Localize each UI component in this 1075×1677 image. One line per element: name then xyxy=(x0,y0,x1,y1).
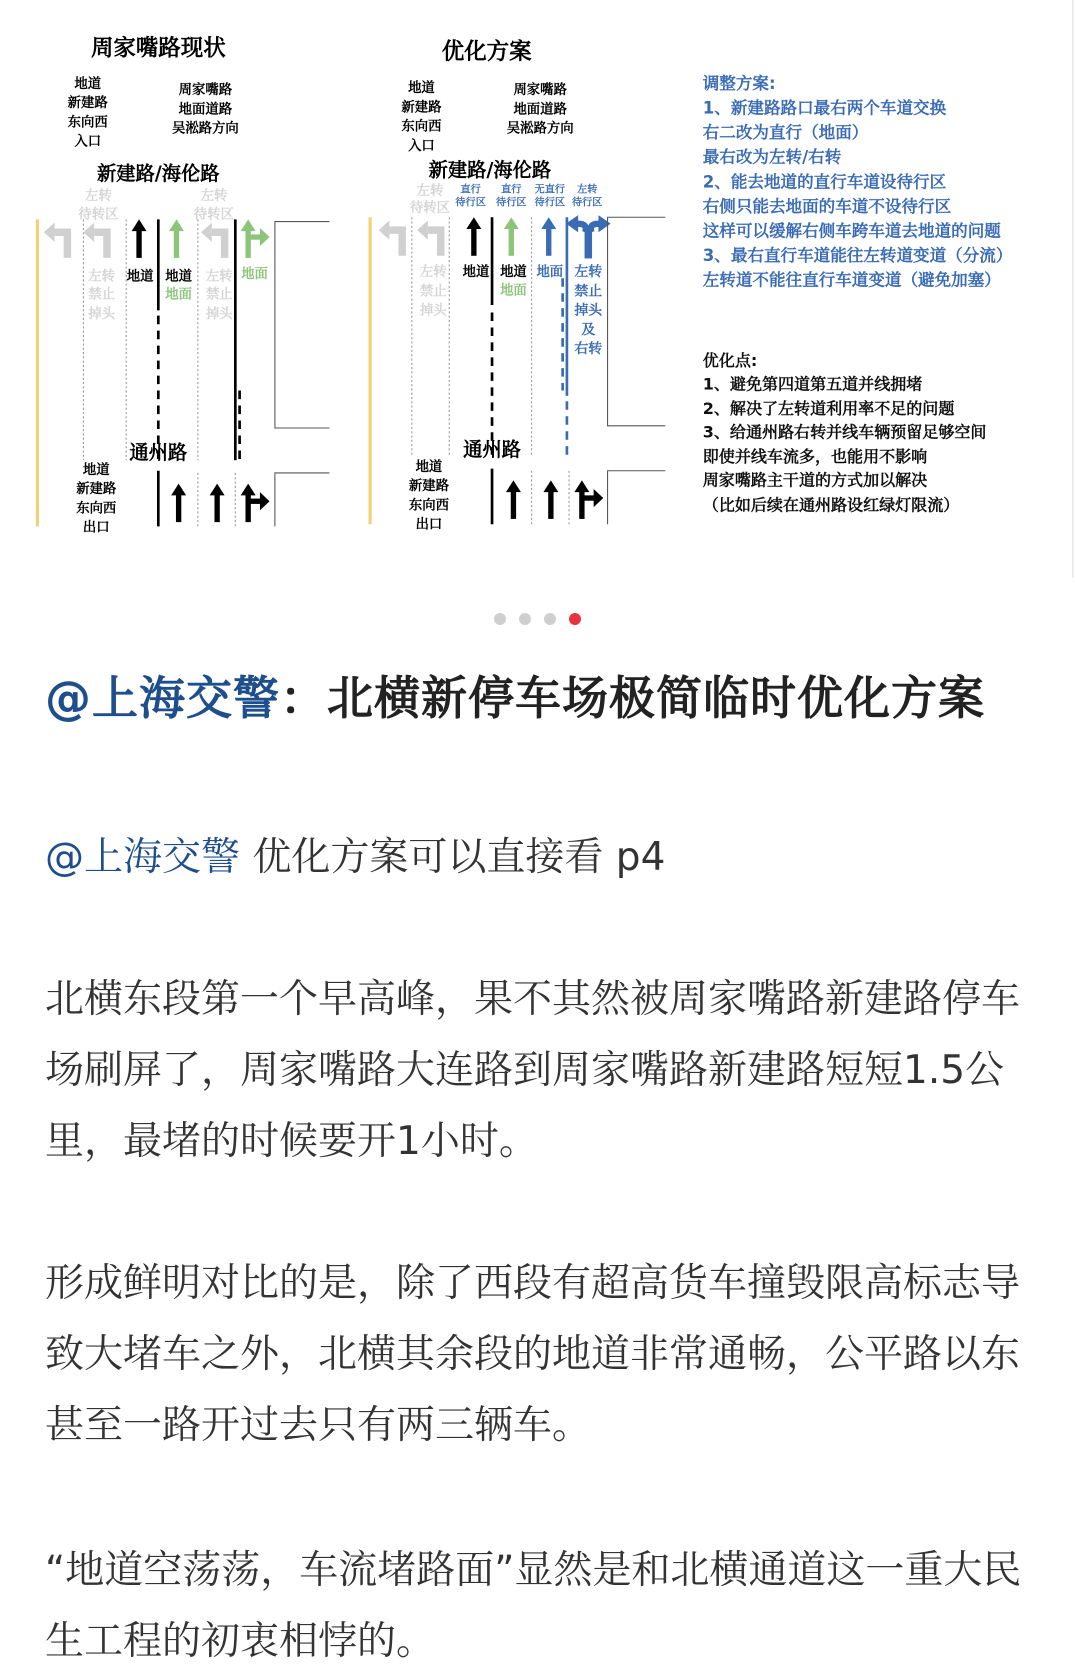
note-line: 右二改为直行（地面） xyxy=(702,123,869,143)
note-line: 周家嘴路主干道的方式加以解决 xyxy=(702,470,928,490)
right-lane-label: 禁止 xyxy=(574,283,603,300)
wait-area-label: 直行 xyxy=(501,184,522,196)
adjust-plan-notes xyxy=(703,73,1013,290)
no-uturn-label: 禁止 xyxy=(205,287,233,303)
subtitle-text: 优化方案可以直接看 p4 xyxy=(240,835,666,880)
note-line: 这样可以缓解右侧车跨车道去地道的问题 xyxy=(702,221,1001,241)
straight-right-arrow-icon xyxy=(241,484,270,523)
entry-label: 东向西 xyxy=(401,119,442,135)
exit-label: 地道 xyxy=(82,462,110,478)
exit-label: 东向西 xyxy=(76,501,117,517)
cross-street-top: 新建路/海伦路 xyxy=(428,158,552,182)
wait-area-label: 无直行 xyxy=(534,184,566,196)
optimized-title: 优化方案 xyxy=(441,38,532,65)
lane-label: 地道 xyxy=(165,269,192,285)
note-line: 3、最右直行车道能往左转道变道（分流） xyxy=(702,246,1013,266)
page-dot[interactable] xyxy=(494,613,506,625)
direction-label: 吴淞路方向 xyxy=(171,121,239,137)
exit-label: 东向西 xyxy=(408,498,449,514)
straight-arrow-icon xyxy=(541,217,556,256)
lane-diagram xyxy=(0,0,1075,580)
title-text: ：北横新停车场极简临时优化方案 xyxy=(280,671,985,725)
entry-label: 入口 xyxy=(74,134,102,150)
note-line: 最右改为左转/右转 xyxy=(702,147,842,167)
no-uturn-label: 左转 xyxy=(205,269,233,285)
lane-label: 地道 xyxy=(462,265,490,281)
wait-area-label: 待行区 xyxy=(534,197,566,209)
entry-label: 入口 xyxy=(408,138,435,154)
note-line: 2、能去地道的直行车道设待行区 xyxy=(702,172,947,192)
entry-label: 东向西 xyxy=(67,115,108,131)
right-lane-label: 掉头 xyxy=(574,302,603,319)
cross-street-bottom: 通州路 xyxy=(463,437,521,461)
page-dot[interactable] xyxy=(519,613,531,625)
left-right-turn-arrow-icon xyxy=(567,216,610,258)
no-uturn-label: 禁止 xyxy=(88,287,115,303)
note-line: 2、解决了左转道利用率不足的问题 xyxy=(702,399,955,419)
right-lane-label: 及 xyxy=(581,321,596,338)
page-dot-active[interactable] xyxy=(569,613,581,625)
straight-arrow-icon xyxy=(466,217,558,519)
cross-street-top: 新建路/海伦路 xyxy=(97,161,220,185)
right-lane-label: 左转 xyxy=(574,264,603,281)
note-line: （比如后续在通州路设红绿灯限流） xyxy=(702,495,960,515)
no-uturn-label: 掉头 xyxy=(205,306,233,322)
entry-label: 地道 xyxy=(74,76,102,92)
cross-street-bottom: 通州路 xyxy=(129,441,188,465)
wait-area-label: 待行区 xyxy=(572,197,603,209)
paragraph: 北横东段第一个早高峰，果不其然被周家嘴路新建路停车场刷屏了，周家嘴路大连路到周家嘴路新建路短短1.5公里，最堵的时候要开1小时。 xyxy=(45,977,1021,1164)
wait-zone-label: 左转 xyxy=(85,189,112,205)
paragraph: 形成鲜明对比的是，除了西段有超高货车撞毁限高标志导致大堵车之外，北横其余段的地道非常通畅，公平路以东甚至一路开过去只有两三辆车。 xyxy=(45,1261,1021,1448)
lane-label: 地面 xyxy=(165,287,192,303)
current-layout-diagram xyxy=(37,35,329,536)
straight-arrow-icon xyxy=(169,219,270,258)
mention-link[interactable]: @上海交警 xyxy=(45,835,241,880)
image-carousel[interactable] xyxy=(0,0,1075,580)
optimized-layout-diagram xyxy=(370,38,665,533)
wait-zone-label: 待转区 xyxy=(193,207,234,223)
no-uturn-label: 禁止 xyxy=(419,284,447,300)
straight-right-arrow-icon xyxy=(574,480,603,519)
lane-label: 地面 xyxy=(241,267,268,283)
wait-zone-label: 左转 xyxy=(416,183,444,199)
note-line: 3、给通州路右转并线车辆预留足够空间 xyxy=(702,422,987,442)
lane-label: 地面 xyxy=(536,265,564,281)
note-line: 即使并线车流多，也能用不影响 xyxy=(702,447,928,467)
mention-link[interactable]: @上海交警 xyxy=(45,671,280,725)
lane-label: 地道 xyxy=(500,265,527,281)
carousel-pagination[interactable] xyxy=(0,613,1075,625)
note-line: 优化点: xyxy=(702,350,758,370)
lane-label: 地面 xyxy=(500,283,527,299)
exit-label: 新建路 xyxy=(408,479,449,495)
right-lane-label: 右转 xyxy=(574,341,603,358)
lane-label: 地道 xyxy=(126,269,154,285)
wait-area-label: 左转 xyxy=(577,184,598,196)
note-line: 1、避免第四道第五道并线拥堵 xyxy=(702,374,923,394)
paragraph: “地道空荡荡，车流堵路面”显然是和北横通道这一重大民生工程的初衷相悖的。 xyxy=(45,1548,1022,1664)
entry-label: 新建路 xyxy=(401,100,442,116)
exit-label: 新建路 xyxy=(76,482,117,498)
exit-label: 地道 xyxy=(415,459,443,475)
wait-zone-label: 待转区 xyxy=(78,207,119,223)
note-line: 左转道不能往直行车道变道（避免加塞） xyxy=(702,270,1001,290)
benefit-notes xyxy=(703,351,987,514)
no-uturn-label: 左转 xyxy=(419,265,447,281)
no-uturn-label: 左转 xyxy=(88,269,115,285)
direction-label: 周家嘴路 xyxy=(178,83,233,99)
direction-label: 地面道路 xyxy=(513,102,567,118)
exit-label: 出口 xyxy=(82,520,110,536)
exit-label: 出口 xyxy=(415,517,443,533)
note-line: 右侧只能去地面的车道不设待行区 xyxy=(702,196,952,216)
direction-label: 吴淞路方向 xyxy=(506,121,574,137)
direction-label: 周家嘴路 xyxy=(513,83,567,99)
wait-zone-label: 待转区 xyxy=(409,200,451,216)
note-line: 调整方案: xyxy=(702,73,776,93)
wait-area-label: 待行区 xyxy=(455,197,486,209)
wait-area-label: 待行区 xyxy=(496,197,527,209)
left-turn-arrow-icon xyxy=(379,220,441,255)
entry-label: 新建路 xyxy=(67,96,108,112)
direction-label: 地面道路 xyxy=(178,102,233,118)
post-subtitle xyxy=(45,830,665,886)
entry-label: 地道 xyxy=(408,81,435,97)
no-uturn-label: 掉头 xyxy=(419,303,447,319)
current-title: 周家嘴路现状 xyxy=(90,35,226,62)
note-line: 1、新建路路口最右两个车道交换 xyxy=(702,98,947,118)
straight-arrow-icon xyxy=(132,219,225,522)
no-uturn-label: 掉头 xyxy=(88,306,115,322)
post-title xyxy=(45,660,1035,736)
wait-area-label: 直行 xyxy=(460,184,481,196)
straight-arrow-icon xyxy=(504,217,519,256)
wait-zone-label: 左转 xyxy=(200,189,228,205)
page-dot[interactable] xyxy=(544,613,556,625)
